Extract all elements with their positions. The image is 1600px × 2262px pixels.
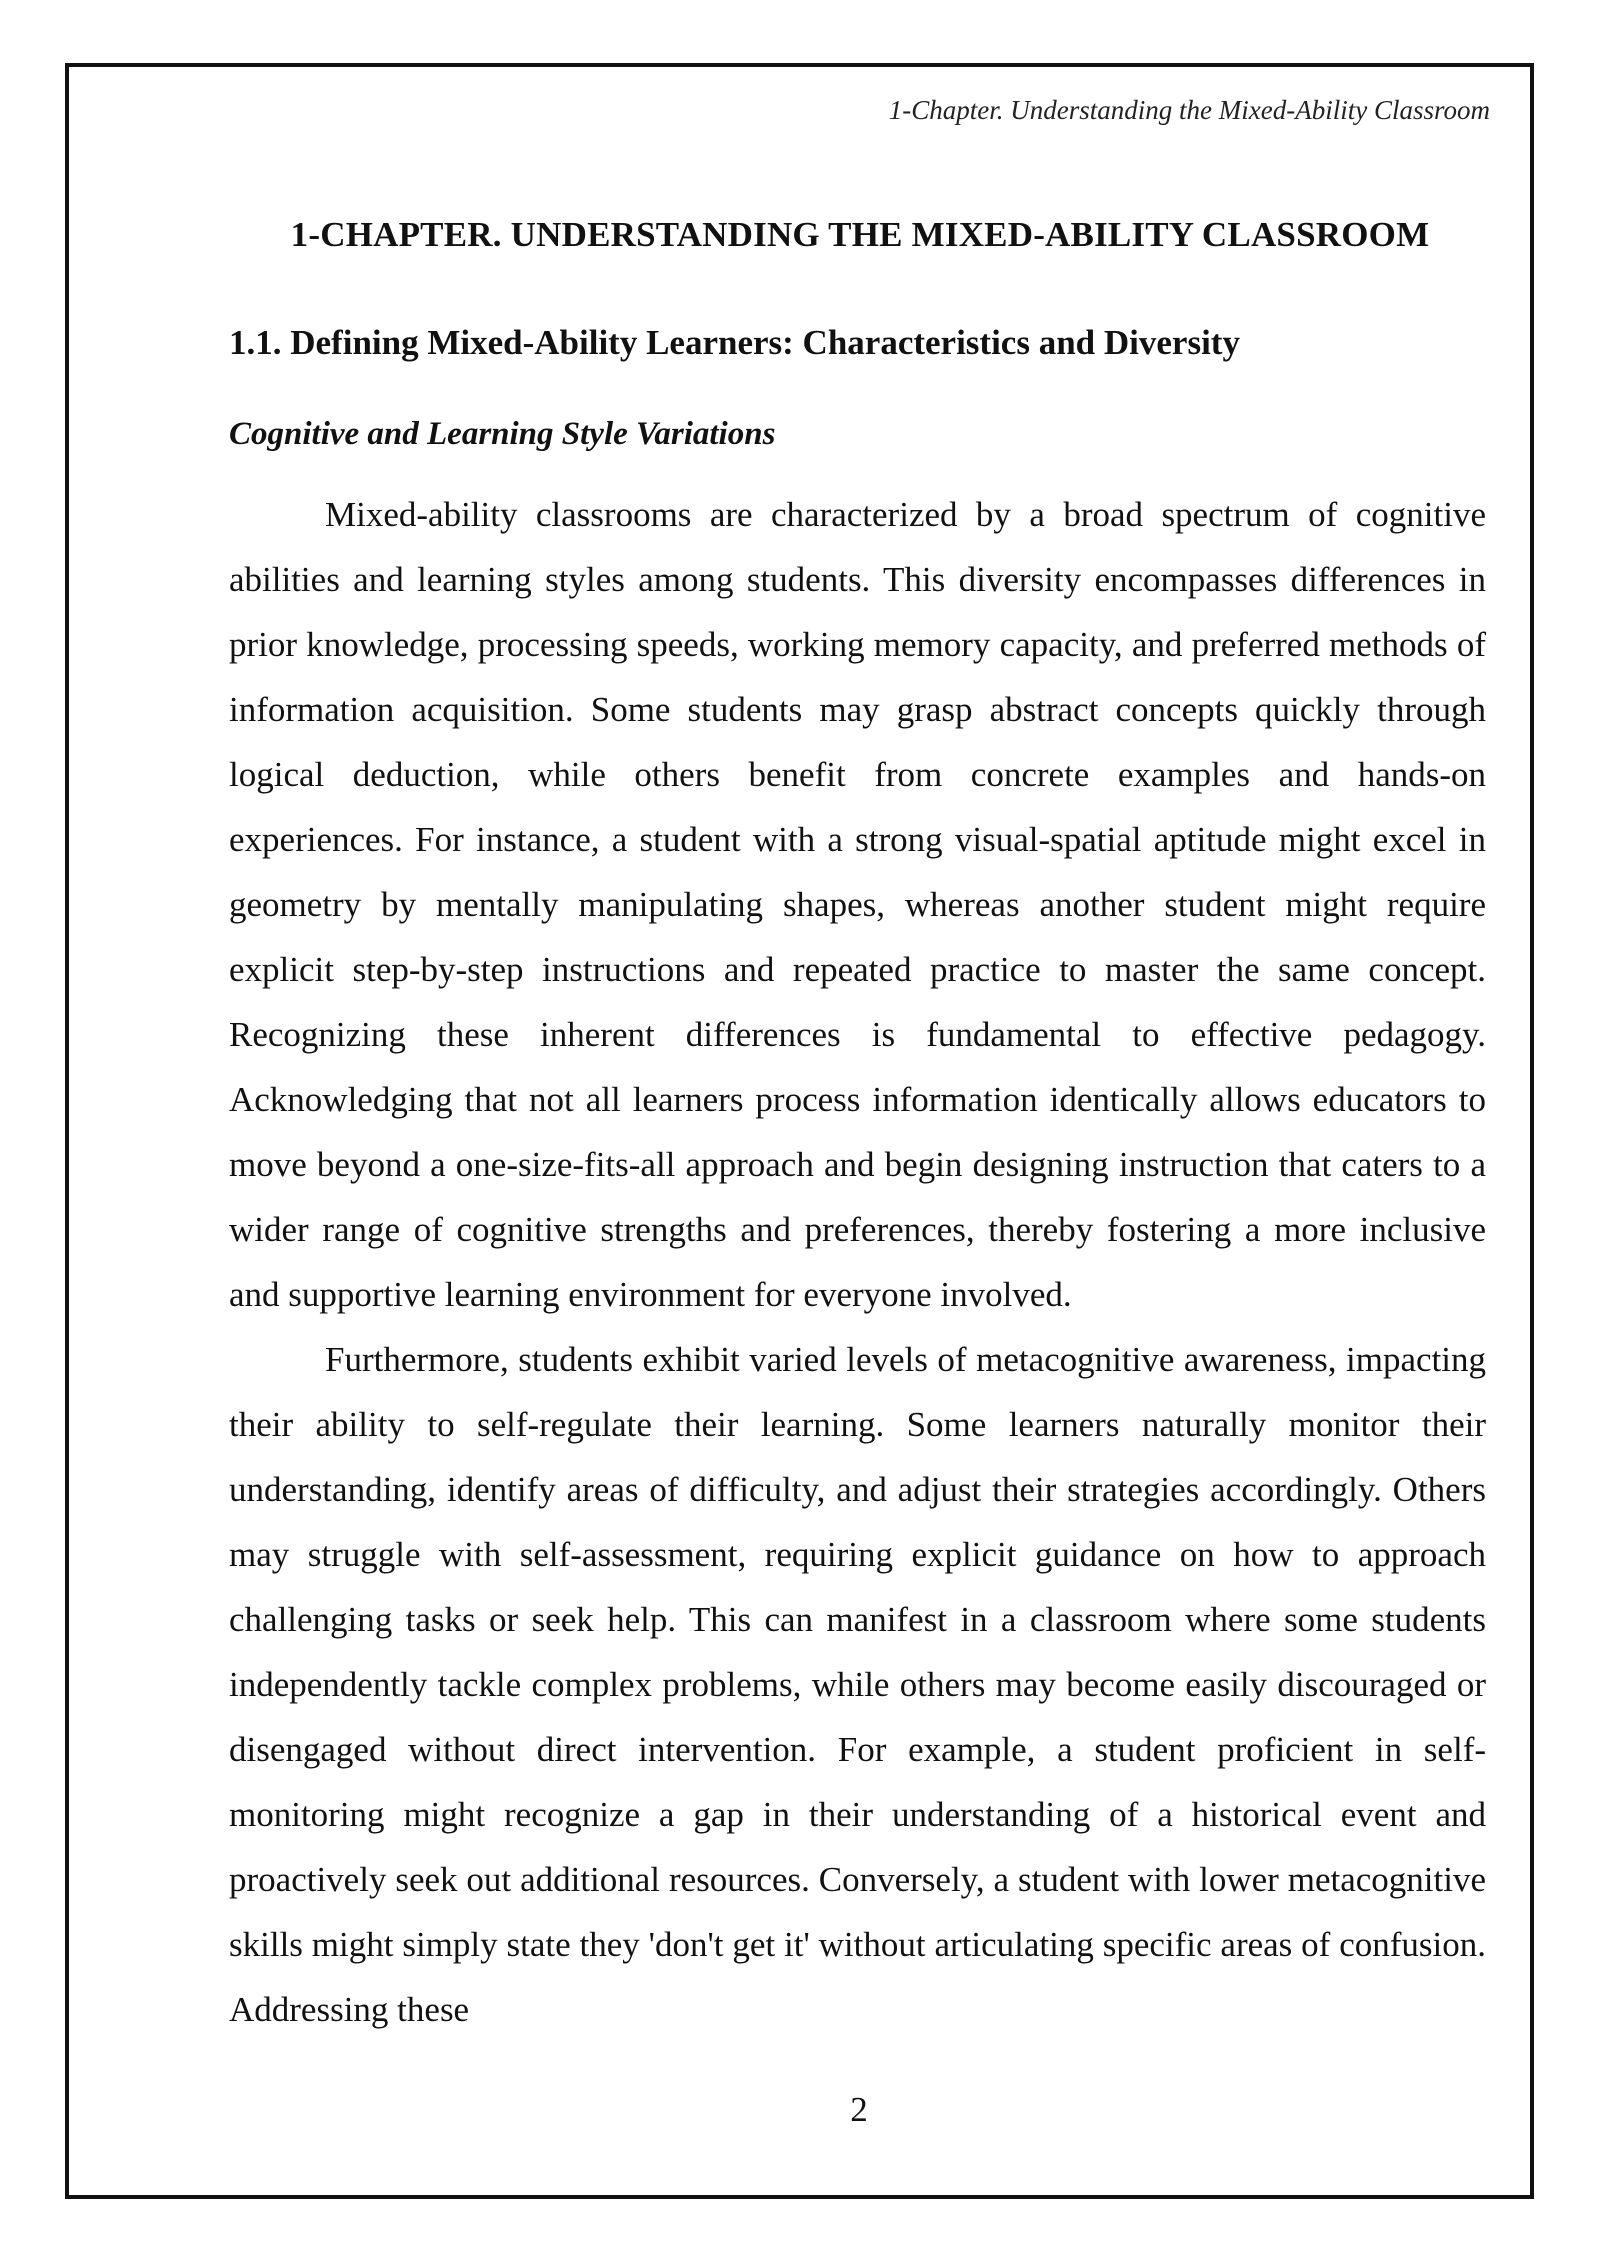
subsection-heading: Cognitive and Learning Style Variations xyxy=(229,416,776,452)
body-text xyxy=(229,482,1486,2042)
chapter-title: 1-CHAPTER. UNDERSTANDING THE MIXED-ABILITY CLASSROOM xyxy=(290,215,1430,254)
paragraph-1: Mixed-ability classrooms are characterized by a broad spectrum of cognitive abilities and learning styles among students. This diversity encompasses differences in prior knowledge, processing speeds, working memory capacity, and preferred methods of information acquisition. Some students may grasp abstract concepts quickly through logical deduction, while others benefit from concrete examples and hands-on experiences. For instance, a student with a strong visual-spatial aptitude might excel in geometry by mentally manipulating shapes, whereas another student might require explicit step-by-step instructions and repeated practice to master the same concept. Recognizing these inherent differences is fundamental to effective pedagogy. Acknowledging that not all learners process information identically allows educators to move beyond a one-size-fits-all approach and begin designing instruction that caters to a wider range of cognitive strengths and preferences, thereby fostering a more inclusive and supportive learning environment for everyone involved. xyxy=(229,495,1486,1314)
paragraph-2: Furthermore, students exhibit varied levels of metacognitive awareness, impacting their ability to self-regulate their learning. Some learners naturally monitor their understanding, identify areas of difficulty, and adjust their strategies accordingly. Others may struggle with self-assessment, requiring explicit guidance on how to approach challenging tasks or seek help. This can manifest in a classroom where some students independently tackle complex problems, while others may become easily discouraged or disengaged without direct intervention. For example, a student proficient in self-monitoring might recognize a gap in their understanding of a historical event and proactively seek out additional resources. Conversely, a student with lower metacognitive skills might simply state they 'don't get it' without articulating specific areas of confusion. Addressing these xyxy=(229,1340,1486,2029)
running-header: 1-Chapter. Understanding the Mixed-Ability Classroom xyxy=(888,95,1490,125)
page-number: 2 xyxy=(850,2090,868,2129)
section-heading: 1.1. Defining Mixed-Ability Learners: Characteristics and Diversity xyxy=(229,323,1240,362)
